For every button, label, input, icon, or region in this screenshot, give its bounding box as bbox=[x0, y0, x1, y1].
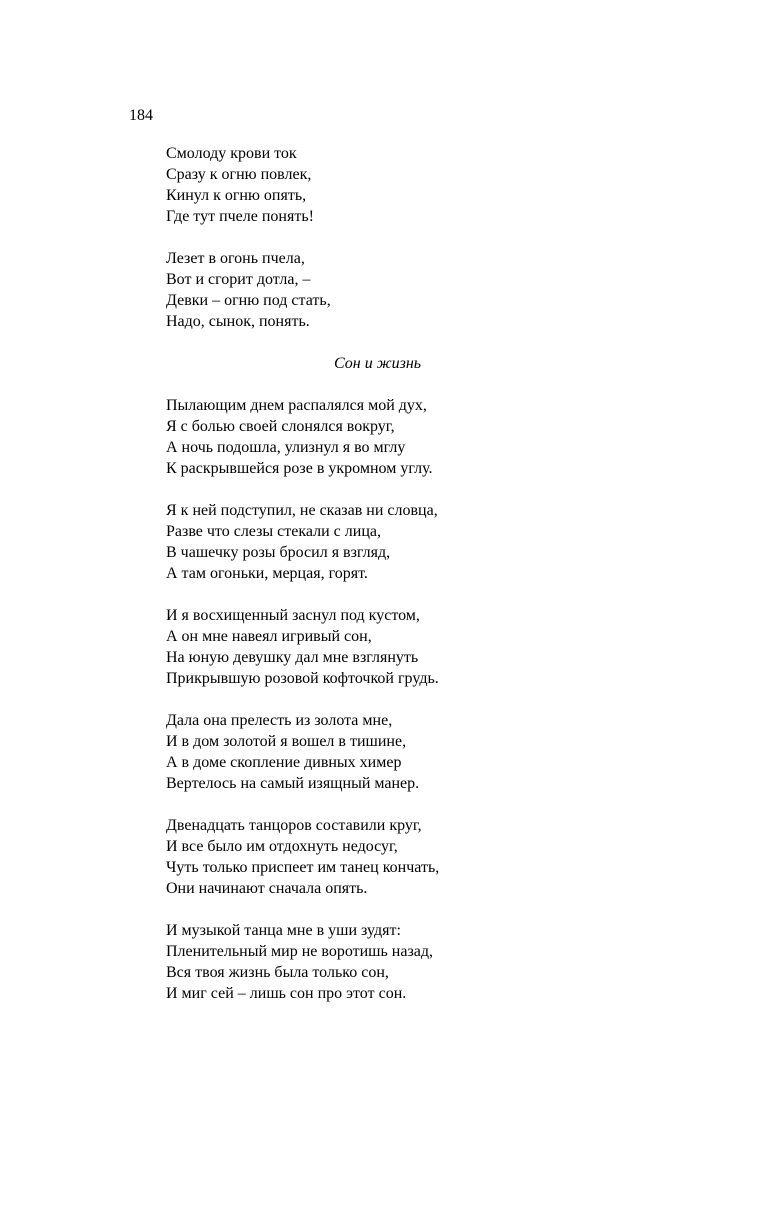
page-number: 184 bbox=[129, 107, 153, 124]
verse-line: А там огоньки, мерцая, горят. bbox=[166, 565, 368, 582]
text-block bbox=[166, 143, 726, 1025]
verse-line: Где тут пчеле понять! bbox=[166, 208, 314, 225]
verse-line: Вот и сгорит дотла, – bbox=[166, 271, 311, 288]
verse-line: Лезет в огонь пчела, bbox=[166, 250, 305, 267]
verse-line: Чуть только приспеет им танец кончать, bbox=[166, 859, 440, 876]
verse-line: Они начинают сначала опять. bbox=[166, 880, 368, 897]
verse-line: Надо, сынок, понять. bbox=[166, 313, 310, 330]
stanza bbox=[166, 395, 726, 479]
stanza bbox=[166, 248, 726, 332]
verse-line: Двенадцать танцоров составили круг, bbox=[166, 817, 422, 834]
verse-line: Вся твоя жизнь была только сон, bbox=[166, 964, 389, 981]
stanza bbox=[166, 815, 726, 899]
verse-line: Пленительный мир не воротишь назад, bbox=[166, 943, 433, 960]
stanza bbox=[166, 143, 726, 227]
verse-line: Девки – огню под стать, bbox=[166, 292, 331, 309]
verse-line: А ночь подошла, улизнул я во мглу bbox=[166, 439, 406, 456]
verse-line: Я с болью своей слонялся вокруг, bbox=[166, 418, 395, 435]
verse-line: К раскрывшейся розе в укромном углу. bbox=[166, 460, 433, 477]
stanza bbox=[166, 500, 726, 584]
verse-line: Прикрывшую розовой кофточкой грудь. bbox=[166, 670, 439, 687]
verse-line: Я к ней подступил, не сказав ни словца, bbox=[166, 502, 438, 519]
verse-line: В чашечку розы бросил я взгляд, bbox=[166, 544, 391, 561]
verse-line: И все было им отдохнуть недосуг, bbox=[166, 838, 398, 855]
verse-line: Смолоду крови ток bbox=[166, 145, 297, 162]
verse-line: На юную девушку дал мне взглянуть bbox=[166, 649, 419, 666]
verse-line: Дала она прелесть из золота мне, bbox=[166, 712, 393, 729]
verse-line: Кинул к огню опять, bbox=[166, 187, 307, 204]
verse-line: И миг сей – лишь сон про этот сон. bbox=[166, 985, 407, 1002]
verse-line: И музыкой танца мне в уши зудят: bbox=[166, 922, 401, 939]
poem-title: Сон и жизнь bbox=[334, 355, 422, 372]
verse-line: И в дом золотой я вошел в тишине, bbox=[166, 733, 407, 750]
stanza bbox=[166, 920, 726, 1004]
verse-line: Пылающим днем распалялся мой дух, bbox=[166, 397, 427, 414]
verse-line: Вертелось на самый изящный манер. bbox=[166, 775, 420, 792]
verse-line: А в доме скопление дивных химер bbox=[166, 754, 402, 771]
stanza bbox=[166, 605, 726, 689]
verse-line: Сразу к огню повлек, bbox=[166, 166, 312, 183]
verse-line: А он мне навеял игривый сон, bbox=[166, 628, 372, 645]
verse-line: Разве что слезы стекали с лица, bbox=[166, 523, 381, 540]
stanza bbox=[166, 710, 726, 794]
verse-line: И я восхищенный заснул под кустом, bbox=[166, 607, 420, 624]
